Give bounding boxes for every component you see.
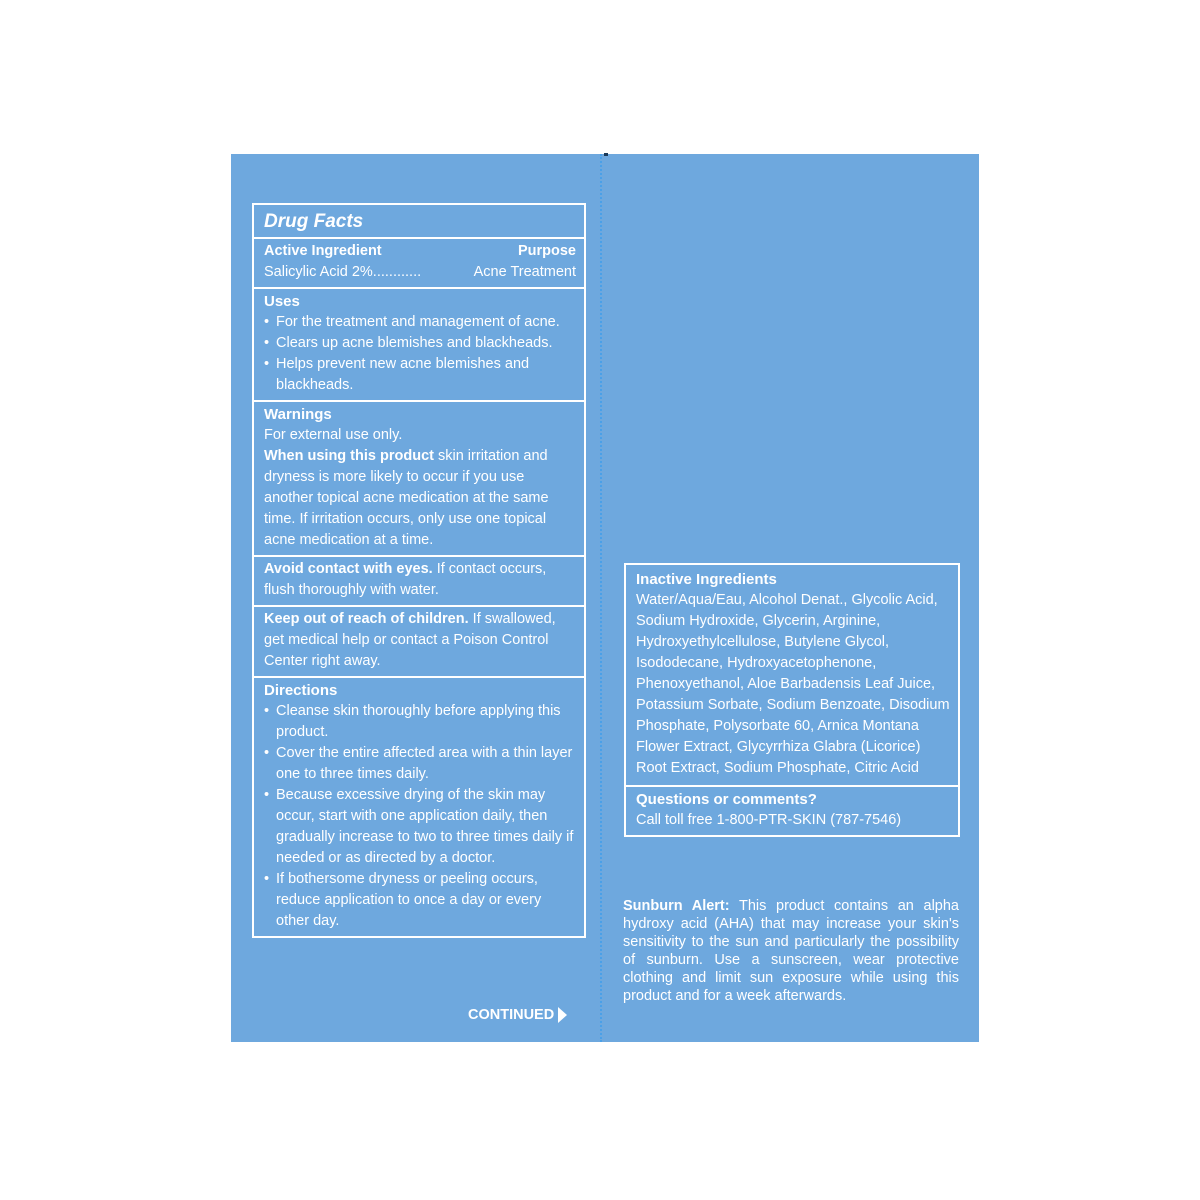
list-item: • Clears up acne blemishes and blackheads. <box>264 333 576 354</box>
directions-heading: Directions <box>264 682 338 699</box>
list-item: • Cover the entire affected area with a thin layer one to three times daily. <box>264 743 576 785</box>
questions-text: Call toll free 1-800-PTR-SKIN (787-7546) <box>636 812 902 828</box>
list-item: • For the treatment and management of acne. <box>264 312 576 333</box>
warnings-section <box>254 400 584 555</box>
purpose-value: Acne Treatment <box>473 264 576 280</box>
questions-heading: Questions or comments? <box>636 791 817 808</box>
sunburn-alert <box>623 897 959 1005</box>
list-item: • Cleanse skin thoroughly before applying this product. <box>264 701 576 743</box>
active-ingredient-value: Salicylic Acid 2%............ <box>264 264 422 280</box>
sunburn-alert-text: This product contains an alpha hydroxy acid (AHA) that may increase your skin's sensitivity to the sun and particularly the possibility of sunburn. Use a sunscreen, wear protective clothing and limit sun exposure while using this product and for a week afterwards. <box>623 898 959 1004</box>
inactive-heading: Inactive Ingredients <box>636 571 777 588</box>
questions-section <box>626 785 958 835</box>
children-text: Keep out of reach of children. If swallowed, get medical help or contact a Poison Control Center right away. <box>264 611 556 669</box>
inactive-ingredients-panel <box>624 563 960 837</box>
directions-list <box>264 701 576 932</box>
fold-line <box>600 154 602 1042</box>
sunburn-alert-heading: Sunburn Alert: <box>623 898 730 914</box>
continued-label: CONTINUED <box>468 1007 555 1023</box>
list-item: • If bothersome dryness or peeling occurs, reduce application to once a day or every other day. <box>264 869 576 932</box>
drug-facts-panel <box>252 203 586 938</box>
inactive-section <box>626 565 958 785</box>
list-item: • Because excessive drying of the skin may occur, start with one application daily, then gradually increase to two to three times daily if needed or as directed by a doctor. <box>264 785 576 869</box>
purpose-heading: Purpose <box>517 243 576 259</box>
children-section <box>254 605 584 676</box>
uses-section <box>254 287 584 400</box>
when-using-text: When using this product skin irritation and dryness is more likely to occur if you use another topical acne medication at the same time. If irritation occurs, only use one topical acne medication at a time. <box>264 448 549 548</box>
drug-facts-title: Drug Facts <box>264 211 364 232</box>
uses-list <box>264 312 576 396</box>
active-ingredient-section <box>254 237 584 287</box>
arrow-right-icon <box>558 1007 567 1023</box>
warnings-heading: Warnings <box>264 406 332 423</box>
inactive-text: Water/Aqua/Eau, Alcohol Denat., Glycolic Acid, Sodium Hydroxide, Glycerin, Arginine, Hydroxyethylcellulose, Butylene Glycol, Isododecane, Hydroxyacetophenone, Phenoxyethanol, Aloe Barbadensis Leaf Juice, Potassium Sorbate, Sodium Benzoate, Disodium Phosphate, Polysorbate 60, Arnica Montana Flower Extract, Glycyrrhiza Glabra (Licorice) Root Extract, Sodium Phosphate, Citric Acid <box>636 592 950 776</box>
list-item: • Helps prevent new acne blemishes and blackheads. <box>264 354 576 396</box>
fold-mark <box>604 153 608 156</box>
directions-section <box>254 676 584 936</box>
continued-indicator <box>468 1007 567 1023</box>
active-ingredient-heading: Active Ingredient <box>264 243 382 259</box>
uses-heading: Uses <box>264 293 300 310</box>
avoid-eyes-section <box>254 555 584 605</box>
external-use-text: For external use only. <box>264 427 403 443</box>
avoid-eyes-text: Avoid contact with eyes. If contact occurs, flush thoroughly with water. <box>264 561 547 598</box>
